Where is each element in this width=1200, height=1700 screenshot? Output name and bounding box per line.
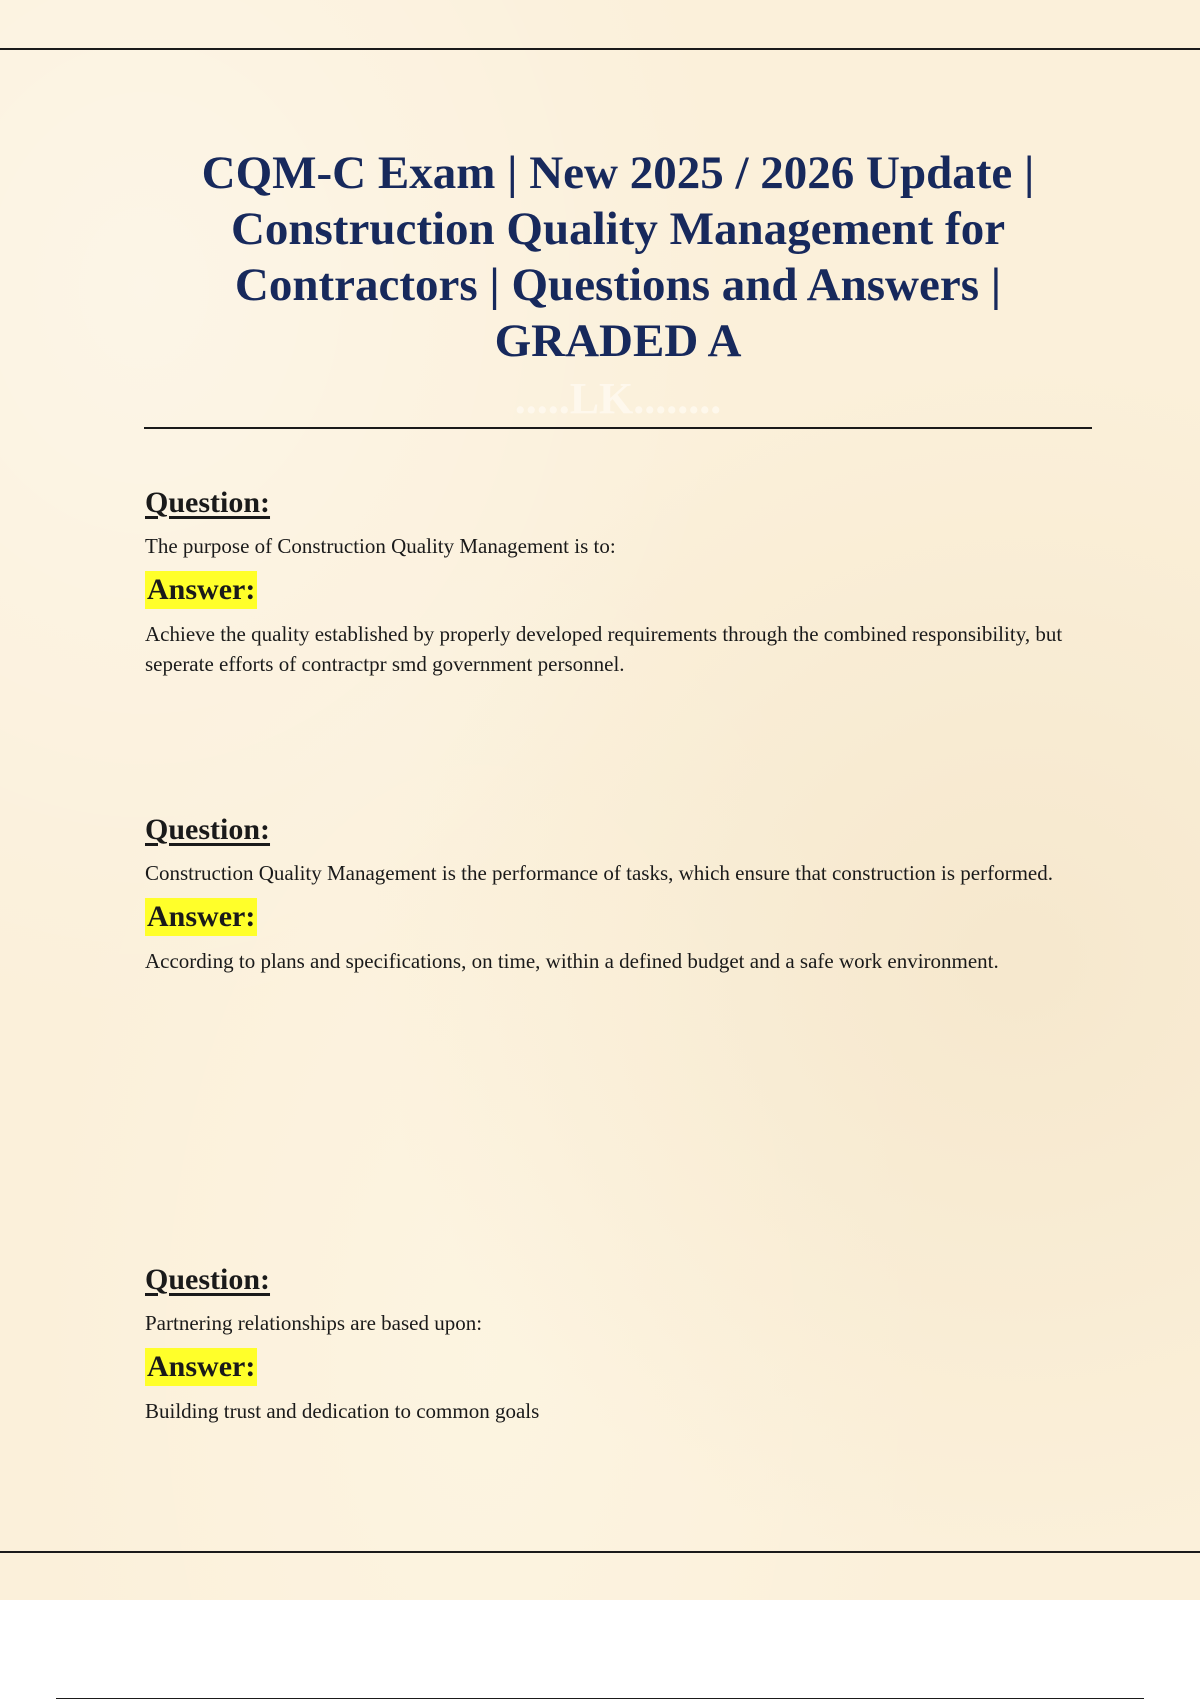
bottom-divider bbox=[0, 1551, 1200, 1553]
qa-block bbox=[145, 1262, 1095, 1426]
answer-label: Answer: bbox=[145, 898, 257, 936]
answer-label: Answer: bbox=[145, 1348, 257, 1386]
footer-divider bbox=[56, 1698, 1144, 1699]
answer-label: Answer: bbox=[145, 571, 257, 609]
qa-block bbox=[145, 485, 1095, 679]
title-divider bbox=[144, 427, 1092, 429]
question-label: Question: bbox=[145, 486, 271, 519]
question-text: The purpose of Construction Quality Management is to: bbox=[145, 534, 616, 558]
question-label: Question: bbox=[145, 1263, 271, 1296]
top-divider bbox=[0, 48, 1200, 50]
qa-block bbox=[145, 812, 1095, 976]
watermark-text: .....LK........ bbox=[514, 374, 722, 423]
answer-text: According to plans and specifications, on time, within a defined budget and a safe work environment. bbox=[145, 949, 999, 973]
answer-text: Achieve the quality established by properly developed requirements through the combined responsibility, but seperate efforts of contractpr smd government personnel. bbox=[145, 622, 1063, 676]
question-text: Partnering relationships are based upon: bbox=[145, 1311, 483, 1335]
answer-text: Building trust and dedication to common goals bbox=[145, 1399, 540, 1423]
question-text: Construction Quality Management is the performance of tasks, which ensure that construction is performed. bbox=[145, 861, 1054, 885]
question-label: Question: bbox=[145, 813, 271, 846]
document-title: CQM-C Exam | New 2025 / 2026 Update | Construction Quality Management for Contractors | Questions and Answers | GRADED A bbox=[201, 147, 1035, 367]
